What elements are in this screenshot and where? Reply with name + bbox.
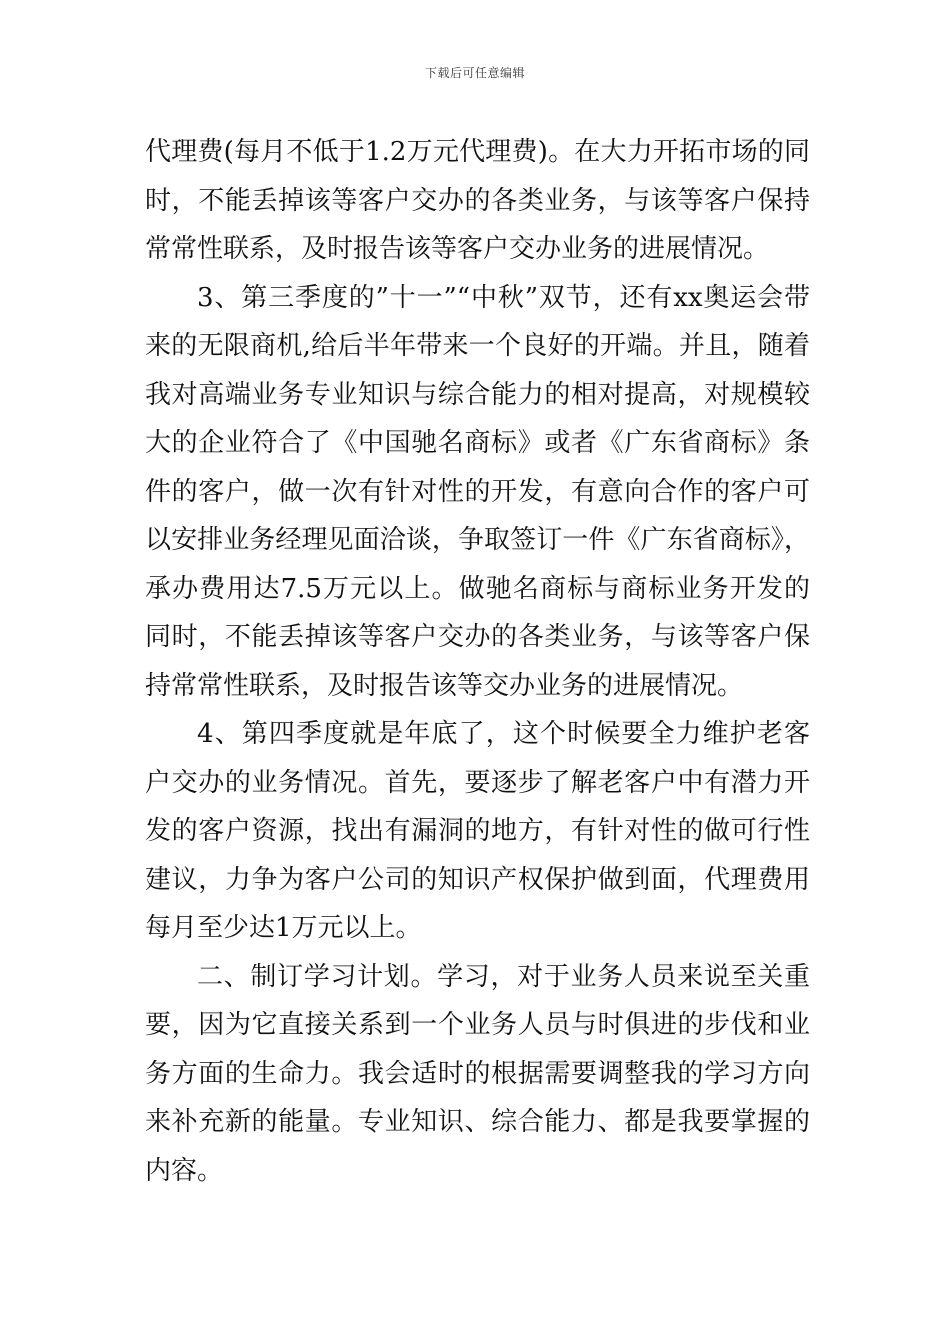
header-note: 下载后可任意编辑 [424,66,525,80]
paragraph-2: 3、第三季度的”十一”“中秋”双节，还有xx奥运会带来的无限商机,给后半年带来一个良好的开端。并且，随着我对高端业务专业知识与综合能力的相对提高，对规模较大的企业符合了《中国驰名商标》或者《广东省商标》条件的客户，做一次有针对性的开发，有意向合作的客户可以安排业务经理见面洽谈，争取签订一件《广东省商标》，承办费用达7.5万元以上。做驰名商标与商标业务开发的同时，不能丢掉该等客户交办的各类业务，与该等客户保持常常性联系，及时报告该等交办业务的进展情况。 [145,282,810,701]
paragraph-4: 二、制订学习计划。学习，对于业务人员来说至关重要，因为它直接关系到一个业务人员与时俱进的步伐和业务方面的生命力。我会适时的根据需要调整我的学习方向来补充新的能量。专业知识、综合能力、都是我要掌握的内容。 [145,961,810,1186]
document-body [145,128,810,1195]
paragraph-3: 4、第四季度就是年底了，这个时候要全力维护老客户交办的业务情况。首先，要逐步了解老客户中有潜力开发的客户资源，找出有漏洞的地方，有针对性的做可行性建议，力争为客户公司的知识产权保护做到面，代理费用每月至少达1万元以上。 [145,719,810,943]
paragraph-1: 代理费(每月不低于1.2万元代理费)。在大力开拓市场的同时，不能丢掉该等客户交办的各类业务，与该等客户保持常常性联系，及时报告该等客户交办业务的进展情况。 [145,137,810,264]
